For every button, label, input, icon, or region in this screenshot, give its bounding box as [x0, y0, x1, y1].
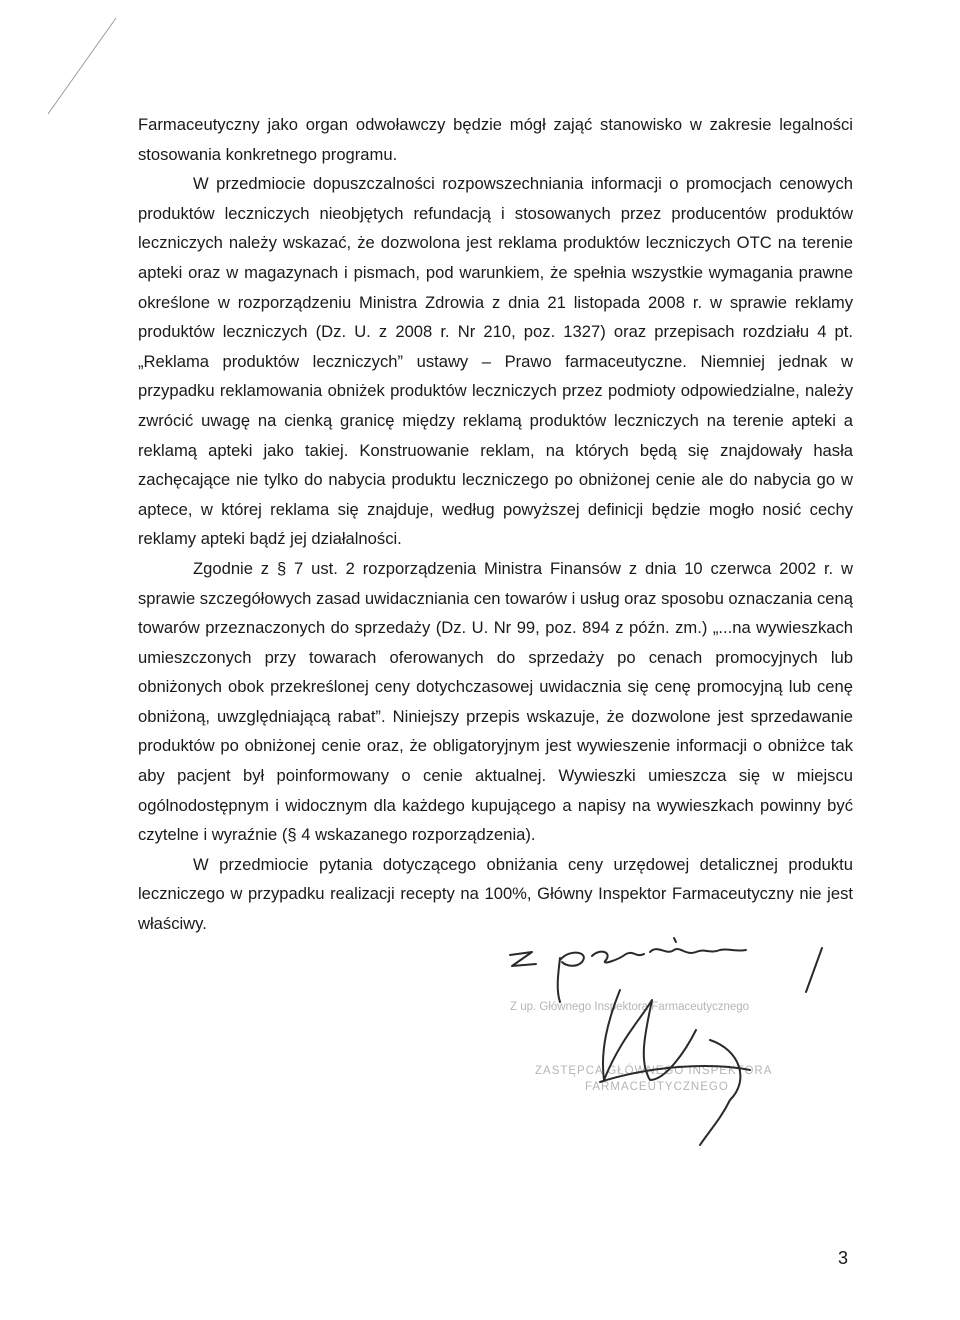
- document-body: [138, 110, 853, 939]
- stamp-line-2: ZASTĘPCA GŁÓWNEGO INSPEKTORA: [535, 1065, 773, 1077]
- signature-stamp: [500, 930, 830, 1160]
- paragraph-4: W przedmiocie pytania dotyczącego obniżania ceny urzędowej detalicznej produktu leczniczego w przypadku realizacji recepty na 100%, Główny Inspektor Farmaceutyczny nie jest właściwy.: [138, 854, 853, 934]
- stamp-line-3: FARMACEUTYCZNEGO: [585, 1081, 729, 1093]
- paragraph-3: Zgodnie z § 7 ust. 2 rozporządzenia Ministra Finansów z dnia 10 czerwca 2002 r. w sprawie szczegółowych zasad uwidaczniania cen towarów i usług oraz sposobu oznaczania ceną towarów przeznaczonych do sprzedaży (Dz. U. Nr 99, poz. 894 z późn. zm.) „...na wywieszkach umieszczonych przy towarach oferowanych do sprzedaży po cenach promocyjnych lub obniżonych obok przekreślonej ceny dotychczasowej uwidacznia się cenę promocyjną lub cenę obniżoną, uwzględniającą rabat”. Niniejszy przepis wskazuje, że dozwolone jest sprzedawanie produktów po obniżonej cenie oraz, że obligatoryjnym jest wywieszenie informacji o obniżce tak aby pacjent był poinformowany o cenie aktualnej. Wywieszki umieszcza się w miejscu ogólnodostępnym i widocznym dla każdego kupującego a napisy na wywieszkach powinny być czytelne i wyraźnie (§ 4 wskazanego rozporządzenia).: [138, 558, 853, 845]
- page-number: 3: [838, 1248, 849, 1268]
- paragraph-2: W przedmiocie dopuszczalności rozpowszechniania informacji o promocjach cenowych produktów leczniczych nieobjętych refundacją i stosowanych przez producentów produktów leczniczych należy wskazać, że dozwolona jest reklama produktów leczniczych OTC na terenie apteki oraz w magazynach i pismach, pod warunkiem, że spełnia wszystkie wymagania prawne określone w rozporządzeniu Ministra Zdrowia z dnia 21 listopada 2008 r. w sprawie reklamy produktów leczniczych (Dz. U. z 2008 r. Nr 210, poz. 1327) oraz przepisach rozdziału 4 pt. „Reklama produktów leczniczych” ustawy – Prawo farmaceutyczne. Niemniej jednak w przypadku reklamowania obniżek produktów leczniczych przez podmioty odpowiedzialne, należy zwrócić uwagę na cienką granicę między reklamą produktów leczniczych na terenie apteki a reklamą apteki jako takiej. Konstruowanie reklam, na których będą się znajdowały hasła zachęcające nie tylko do nabycia produktu leczniczego po obniżonej cenie ale do nabycia go w aptece, w której reklama się znajduje, według powyższej definicji będzie mogło nosić cechy reklamy apteki bądź jej działalności.: [138, 174, 853, 549]
- handwritten-signature-icon: [510, 938, 822, 1145]
- paragraph-1: Farmaceutyczny jako organ odwoławczy będzie mógł zająć stanowisko w zakresie legalności stosowania konkretnego programu.: [138, 115, 853, 164]
- stamp-line-1: Z up. Głównego Inspektora Farmaceutycznego: [510, 1001, 750, 1013]
- scan-mark-icon: [40, 10, 130, 120]
